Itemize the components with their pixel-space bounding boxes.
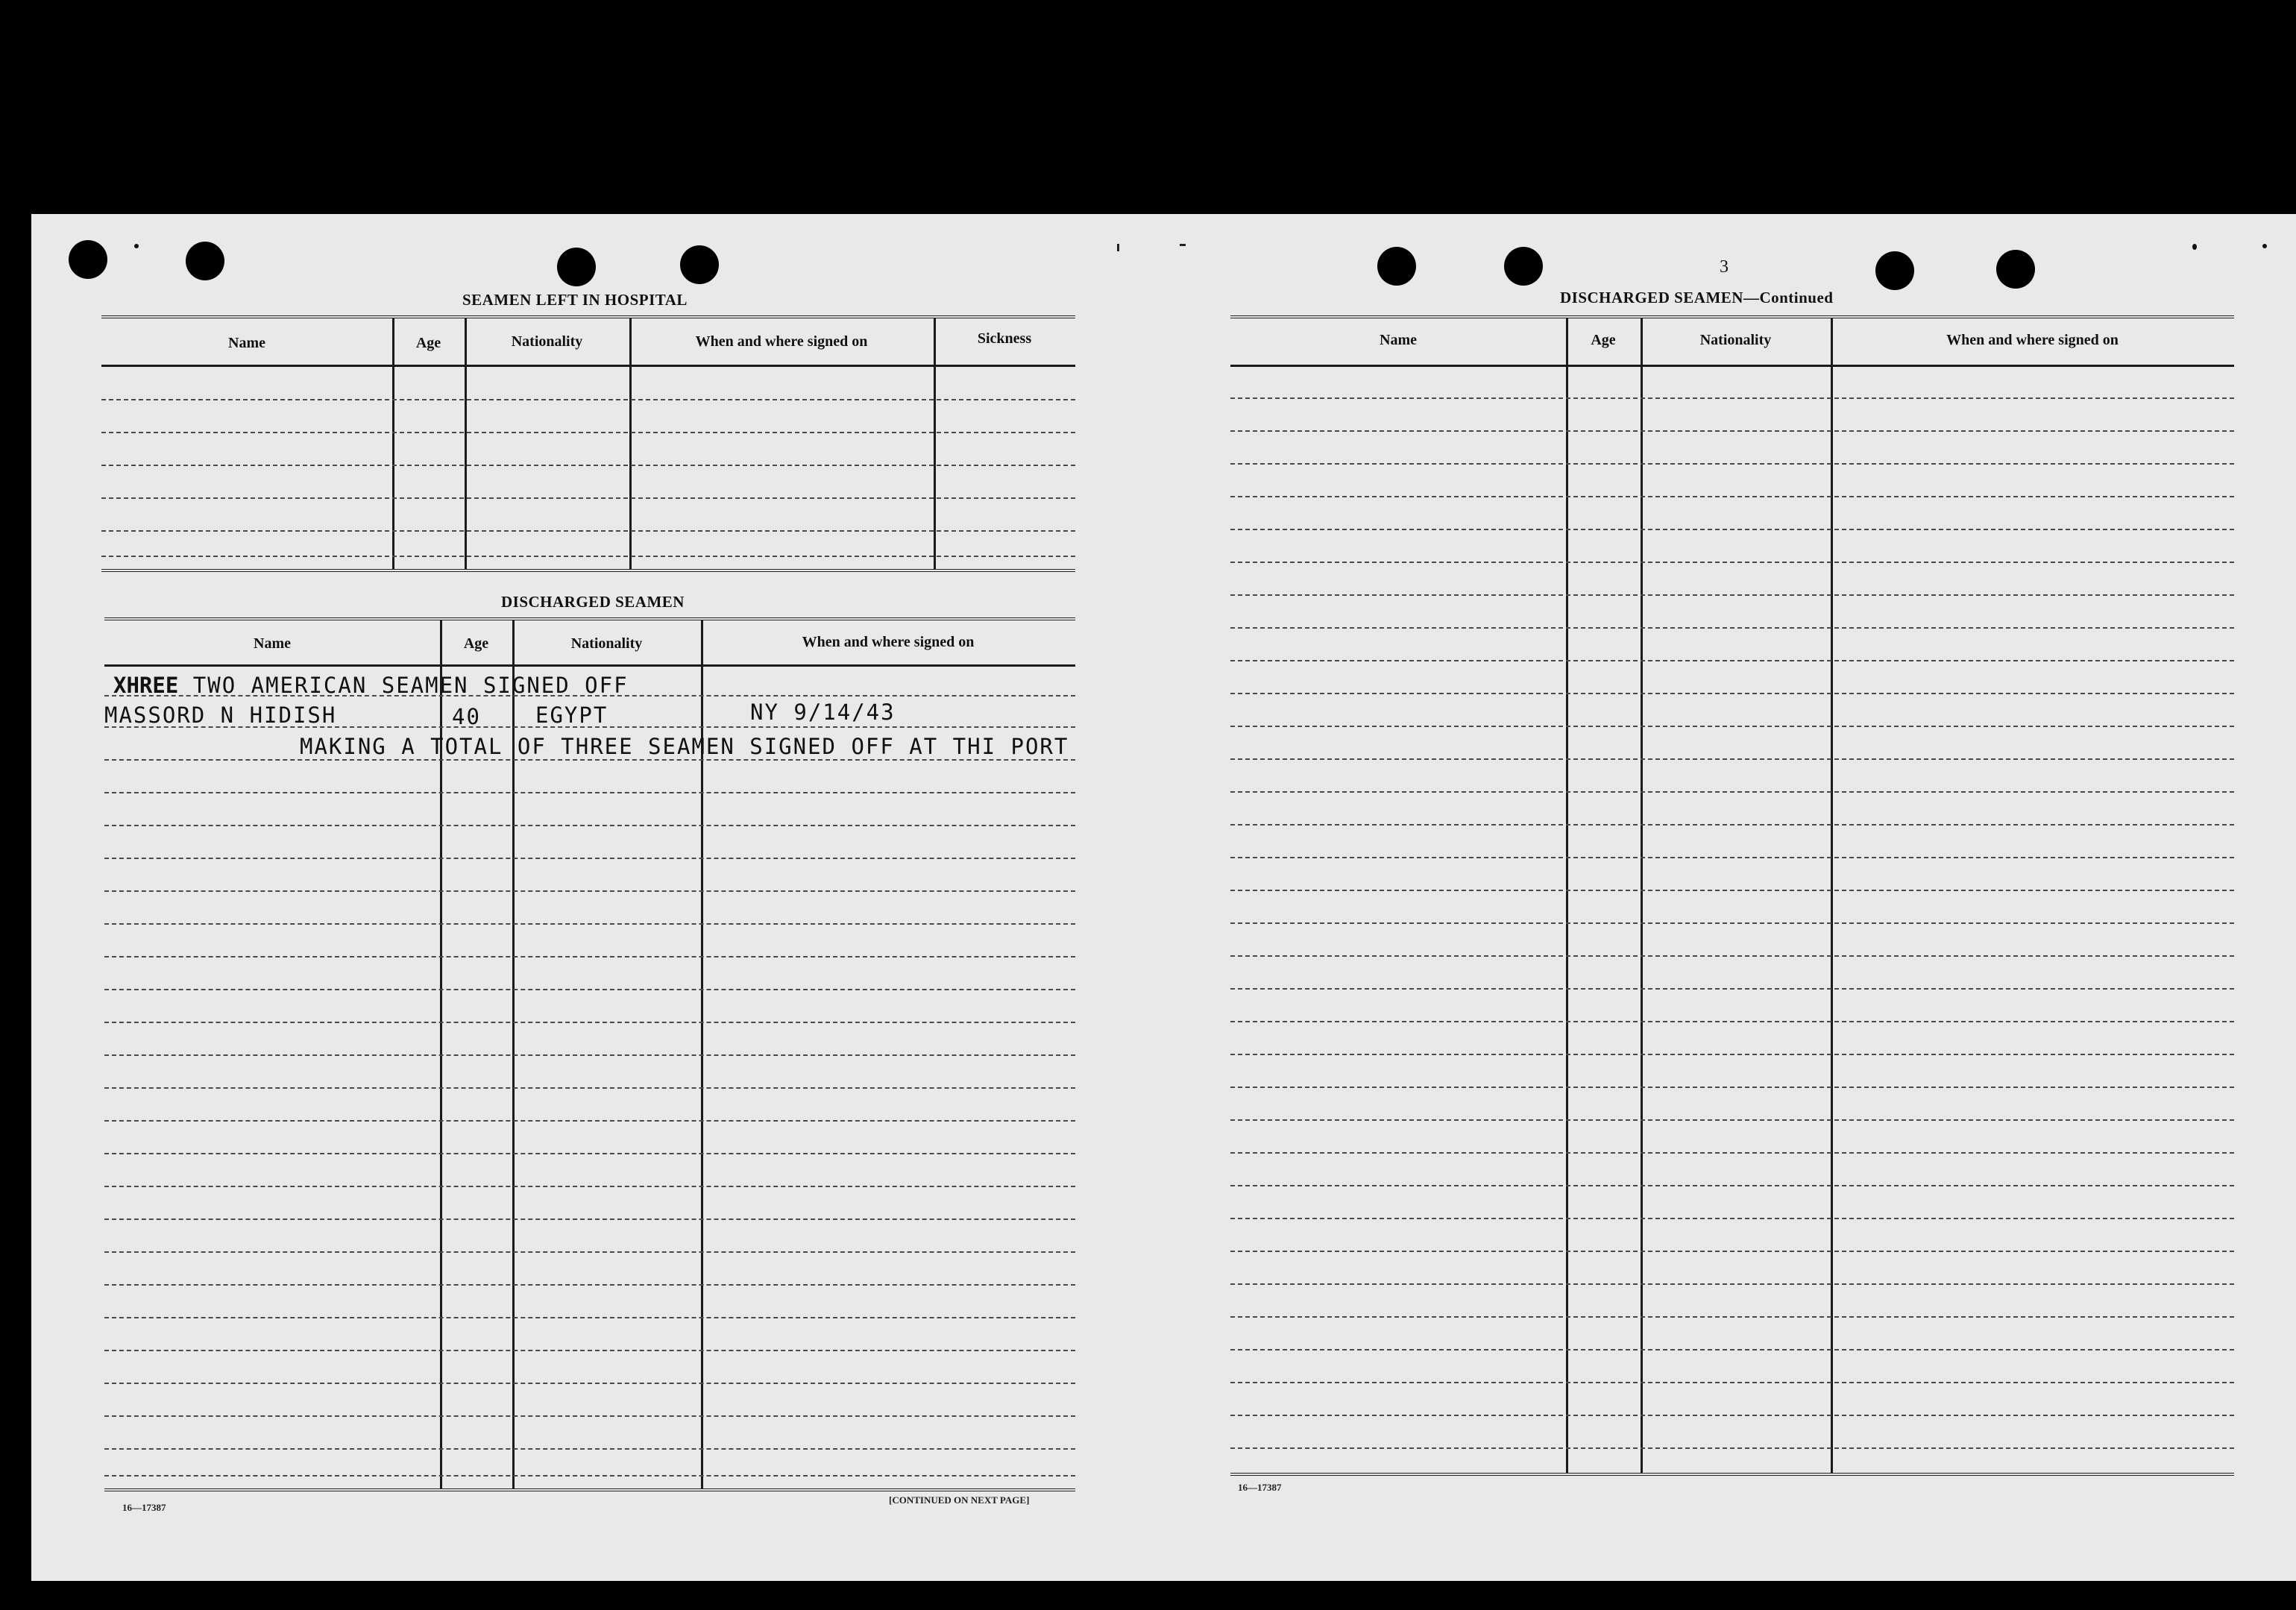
- row-rule: [104, 1415, 1075, 1417]
- document-sheet: [31, 214, 2296, 1581]
- column-header-age: Age: [1591, 332, 1616, 348]
- column-header-nationality: Nationality: [570, 635, 643, 652]
- row-rule: [104, 923, 1075, 925]
- row-rule: [1230, 955, 2234, 957]
- row-rule: [104, 1284, 1075, 1286]
- column-header-sickness: Sickness: [977, 330, 1032, 347]
- row-rule: [104, 956, 1075, 957]
- gutter-mark: [1180, 244, 1186, 246]
- punch-hole: [69, 240, 107, 279]
- row-rule: [1230, 397, 2234, 399]
- continued-note: [CONTINUED ON NEXT PAGE]: [889, 1494, 1030, 1506]
- row-rule: [1230, 660, 2234, 661]
- page-number: 3: [1720, 257, 1729, 277]
- ink-speck: [134, 244, 139, 248]
- row-rule: [1230, 1021, 2234, 1022]
- row-rule: [101, 432, 1075, 433]
- row-rule: [104, 890, 1075, 892]
- row-rule: [1230, 791, 2234, 793]
- header-rule: [1230, 365, 2234, 367]
- row-rule: [1230, 594, 2234, 596]
- row-rule: [104, 1186, 1075, 1187]
- row-rule: [104, 1218, 1075, 1220]
- row-rule: [1230, 1382, 2234, 1383]
- row-rule: [104, 1448, 1075, 1450]
- row-rule: [1230, 922, 2234, 924]
- row-rule: [101, 556, 1075, 557]
- row-rule: [1230, 758, 2234, 760]
- column-header-name: Name: [254, 635, 291, 652]
- row-rule: [104, 989, 1075, 990]
- row-rule: [104, 1120, 1075, 1122]
- row-rule: [104, 1317, 1075, 1318]
- row-rule: [1230, 824, 2234, 826]
- punch-hole: [1996, 250, 2035, 289]
- row-rule: [1230, 430, 2234, 432]
- row-rule: [104, 1350, 1075, 1351]
- row-rule: [101, 530, 1075, 532]
- form-number: 16—17387: [1238, 1482, 1282, 1493]
- discharged-table: [104, 617, 1075, 1491]
- column-divider: [1831, 318, 1833, 1473]
- column-header-signed-on: When and where signed on: [1946, 332, 2119, 348]
- entry-signed-on: NY 9/14/43: [750, 699, 896, 725]
- column-header-age: Age: [415, 335, 441, 351]
- row-rule: [1230, 627, 2234, 629]
- row-rule: [104, 1475, 1075, 1477]
- header-rule: [101, 365, 1075, 367]
- ink-speck: [2262, 244, 2267, 248]
- row-rule: [104, 858, 1075, 859]
- struck-word: XHREE: [113, 673, 179, 698]
- row-rule: [1230, 1218, 2234, 1219]
- discharged-continued-title: DISCHARGED SEAMEN—Continued: [1560, 289, 1834, 306]
- row-rule: [104, 1087, 1075, 1089]
- form-number: 16—17387: [122, 1502, 166, 1513]
- row-rule: [104, 792, 1075, 793]
- typed-entry-line3: MAKING A TOTAL OF THREE SEAMEN SIGNED OFF AT THI PORT: [300, 734, 1069, 759]
- entry-nationality: EGYPT: [535, 702, 608, 728]
- row-rule: [1230, 1152, 2234, 1154]
- column-divider: [1641, 318, 1643, 1473]
- row-rule: [1230, 857, 2234, 858]
- row-rule: [104, 1251, 1075, 1253]
- row-rule: [1230, 1316, 2234, 1318]
- row-rule: [104, 1153, 1075, 1154]
- row-rule: [1230, 693, 2234, 694]
- row-rule: [1230, 1447, 2234, 1449]
- row-rule: [1230, 1251, 2234, 1252]
- row-rule: [101, 399, 1075, 400]
- column-header-nationality: Nationality: [511, 333, 583, 350]
- punch-hole: [186, 242, 224, 280]
- row-rule: [1230, 890, 2234, 891]
- punch-hole: [1504, 247, 1543, 286]
- header-rule: [104, 664, 1075, 667]
- row-rule: [1230, 1283, 2234, 1285]
- entry-age: 40: [452, 704, 481, 729]
- hospital-section-title: SEAMEN LEFT IN HOSPITAL: [462, 291, 688, 309]
- column-header-signed-on: When and where signed on: [695, 333, 868, 350]
- row-rule: [101, 497, 1075, 499]
- column-header-name: Name: [1380, 332, 1417, 348]
- row-rule: [1230, 1054, 2234, 1055]
- row-rule: [104, 825, 1075, 826]
- row-rule: [104, 1022, 1075, 1023]
- row-rule: [1230, 463, 2234, 465]
- column-header-signed-on: When and where signed on: [802, 634, 975, 650]
- punch-hole: [1875, 251, 1914, 290]
- row-rule: [1230, 1349, 2234, 1350]
- column-header-age: Age: [463, 635, 489, 652]
- entry-text: TWO AMERICAN SEAMEN SIGNED OFF: [192, 673, 629, 698]
- entry-name: MASSORD N HIDISH: [104, 702, 337, 728]
- row-rule: [1230, 496, 2234, 497]
- row-rule: [1230, 1415, 2234, 1416]
- row-rule: [1230, 562, 2234, 563]
- row-rule: [1230, 529, 2234, 530]
- gutter-mark: [1117, 244, 1119, 251]
- punch-hole: [1377, 247, 1416, 286]
- column-divider: [1566, 318, 1568, 1473]
- row-rule: [104, 1383, 1075, 1384]
- row-rule: [104, 1054, 1075, 1056]
- punch-hole: [557, 248, 596, 286]
- column-header-nationality: Nationality: [1699, 332, 1772, 348]
- typed-entry-line1: [113, 673, 629, 698]
- column-header-name: Name: [228, 335, 265, 351]
- discharged-section-title: DISCHARGED SEAMEN: [501, 593, 685, 611]
- row-rule: [104, 759, 1075, 761]
- punch-hole: [680, 245, 719, 284]
- discharged-continued-table: [1230, 315, 2234, 1476]
- row-rule: [1230, 1185, 2234, 1186]
- hospital-table: [101, 315, 1075, 572]
- row-rule: [1230, 1119, 2234, 1121]
- ink-speck: [2192, 244, 2197, 250]
- row-rule: [1230, 726, 2234, 727]
- row-rule: [1230, 988, 2234, 990]
- row-rule: [101, 465, 1075, 466]
- row-rule: [1230, 1087, 2234, 1088]
